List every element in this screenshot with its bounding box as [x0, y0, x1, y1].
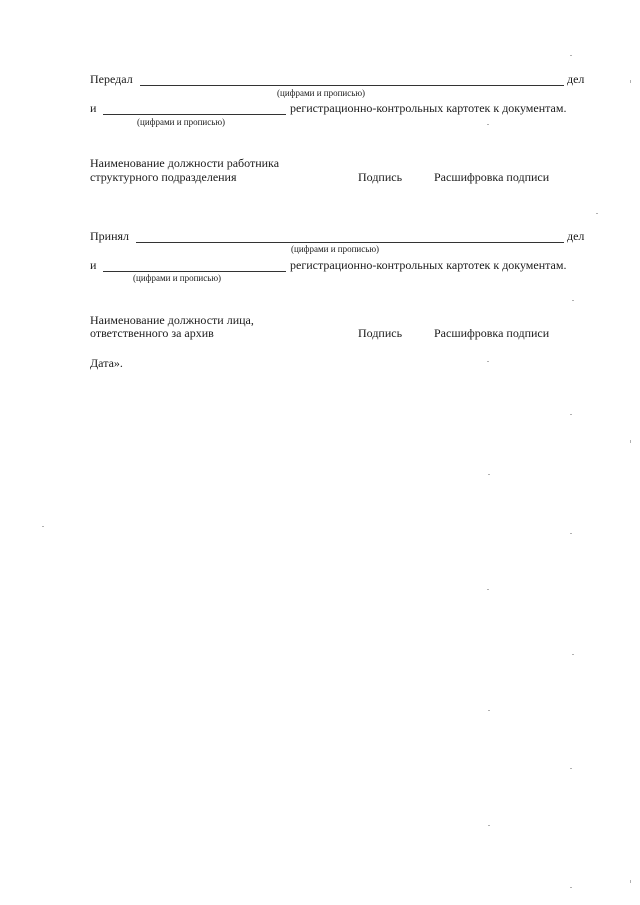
signature-decoding-label: Расшифровка подписи: [434, 170, 550, 184]
cards-count-field[interactable]: [103, 271, 286, 272]
cases-suffix-label: дел: [567, 229, 585, 243]
cases-suffix-label: дел: [567, 72, 585, 86]
signature-label: Подпись: [358, 326, 403, 340]
signature-decoding-label: Расшифровка подписи: [434, 326, 550, 340]
received-label: Принял: [90, 229, 130, 243]
cases-count-hint: (цифрами и прописью): [277, 88, 366, 98]
position-title-line1: Наименование должности лица,: [90, 313, 254, 327]
and-label: и: [90, 101, 97, 115]
and-label: и: [90, 258, 97, 272]
cases-count-field[interactable]: [140, 85, 564, 86]
cards-count-field[interactable]: [103, 114, 286, 115]
cards-count-hint: (цифрами и прописью): [133, 273, 222, 283]
cards-label: регистрационно-контрольных картотек к документам.: [290, 101, 567, 115]
cards-count-hint: (цифрами и прописью): [137, 117, 226, 127]
position-title-line2: структурного подразделения: [90, 170, 237, 184]
signature-label: Подпись: [358, 170, 403, 184]
position-title-line1: Наименование должности работника: [90, 156, 280, 170]
cases-count-hint: (цифрами и прописью): [291, 244, 380, 254]
cards-label: регистрационно-контрольных картотек к документам.: [290, 258, 567, 272]
cases-count-field[interactable]: [136, 242, 564, 243]
position-title-line2: ответственного за архив: [90, 326, 214, 340]
date-label: Дата».: [90, 356, 123, 370]
transferred-label: Передал: [90, 72, 133, 86]
